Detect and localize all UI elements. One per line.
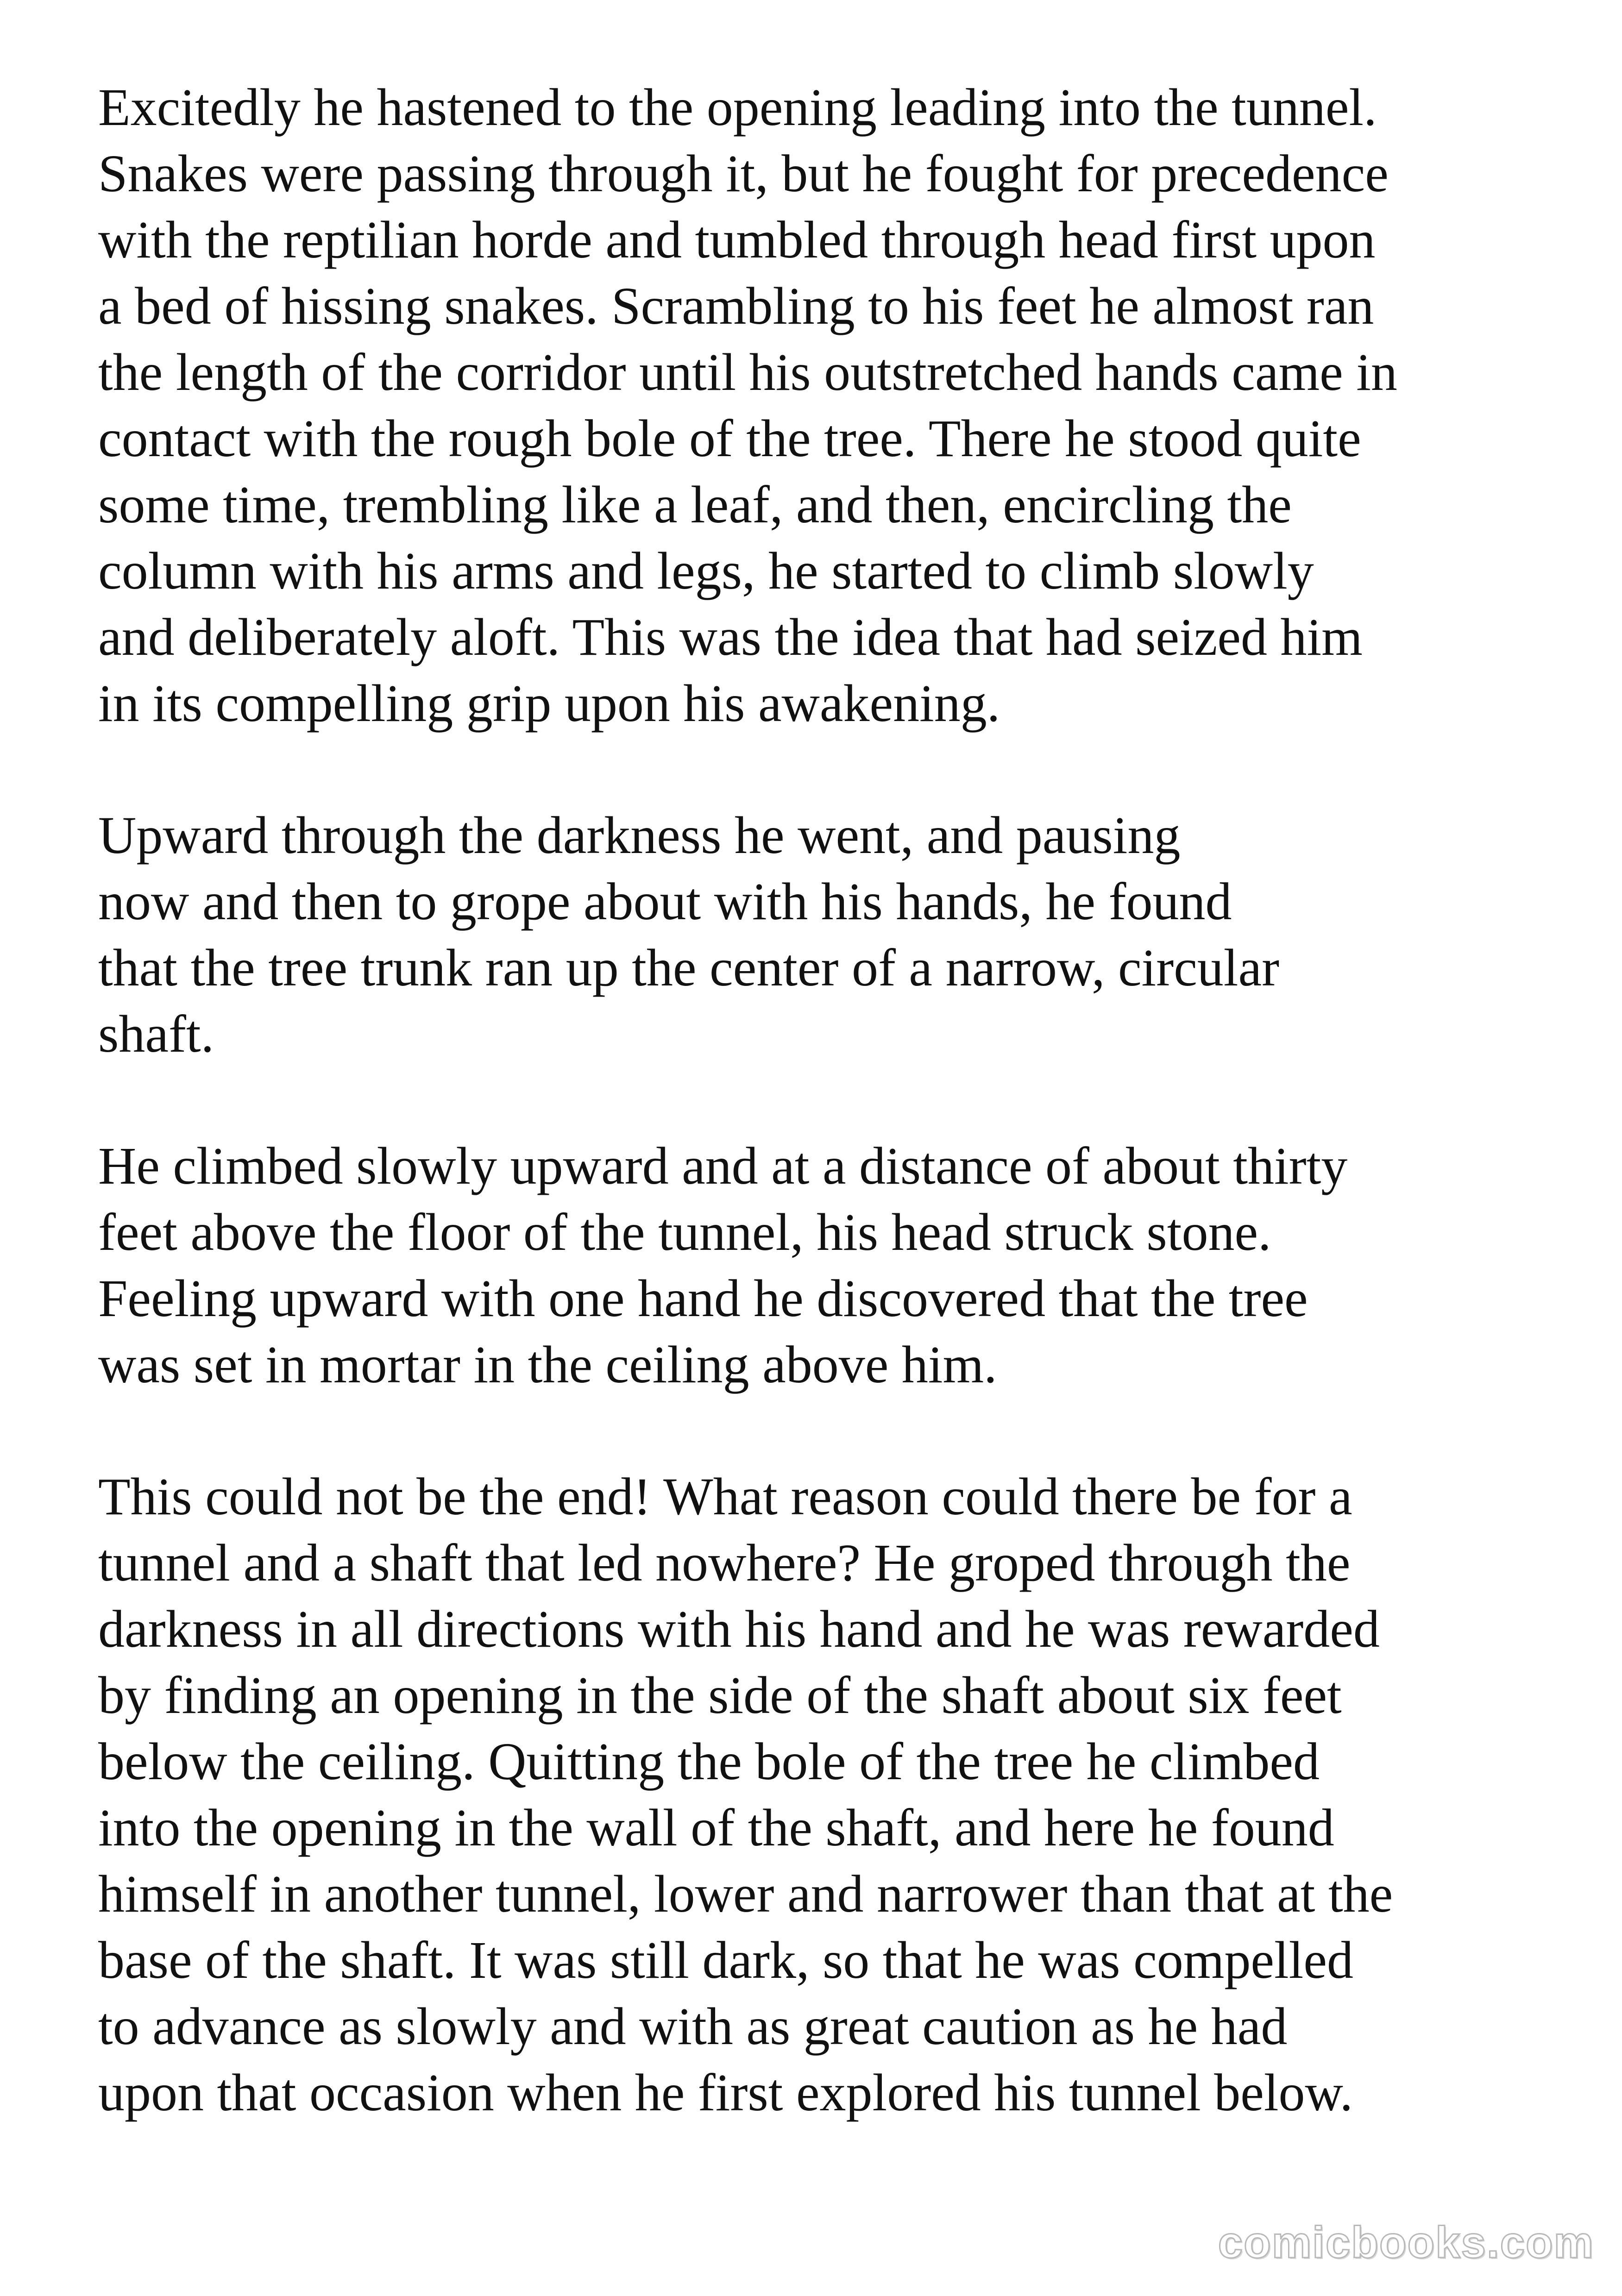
text-line: feet above the floor of the tunnel, his head struck stone. bbox=[98, 1203, 1271, 1261]
text-line: some time, trembling like a leaf, and then, encircling the bbox=[98, 475, 1292, 534]
paragraph-4 bbox=[98, 1463, 1562, 2126]
text-line: that the tree trunk ran up the center of a narrow, circular bbox=[98, 938, 1280, 997]
text-line: tunnel and a shaft that led nowhere? He groped through the bbox=[98, 1533, 1351, 1592]
text-line: shaft. bbox=[98, 1004, 214, 1063]
text-line: with the reptilian horde and tumbled through head first upon bbox=[98, 210, 1376, 269]
text-body bbox=[98, 74, 1562, 2191]
paragraph-1 bbox=[98, 74, 1562, 736]
text-line: He climbed slowly upward and at a distance of about thirty bbox=[98, 1136, 1348, 1195]
text-line: base of the shaft. It was still dark, so that he was compelled bbox=[98, 1931, 1353, 1989]
text-line: to advance as slowly and with as great caution as he had bbox=[98, 1997, 1288, 2056]
text-line: column with his arms and legs, he started to climb slowly bbox=[98, 541, 1314, 600]
text-line: himself in another tunnel, lower and narrower than that at the bbox=[98, 1864, 1393, 1923]
text-line: and deliberately aloft. This was the idea that had seized him bbox=[98, 608, 1363, 666]
text-line: Snakes were passing through it, but he fought for precedence bbox=[98, 144, 1389, 203]
text-line: Feeling upward with one hand he discovered that the tree bbox=[98, 1269, 1308, 1328]
text-line: the length of the corridor until his outstretched hands came in bbox=[98, 343, 1397, 401]
paragraph-2 bbox=[98, 802, 1562, 1067]
text-line: darkness in all directions with his hand and he was rewarded bbox=[98, 1600, 1380, 1658]
text-line: upon that occasion when he first explored his tunnel below. bbox=[98, 2063, 1353, 2122]
text-line: This could not be the end! What reason could there be for a bbox=[98, 1467, 1352, 1526]
text-line: contact with the rough bole of the tree. There he stood quite bbox=[98, 409, 1361, 468]
text-line: by finding an opening in the side of the shaft about six feet bbox=[98, 1666, 1342, 1725]
watermark-logo: comicbooks.com bbox=[1218, 2218, 1594, 2267]
text-line: into the opening in the wall of the shaft, and here he found bbox=[98, 1798, 1334, 1857]
text-line: in its compelling grip upon his awakening. bbox=[98, 674, 1000, 733]
text-line: Excitedly he hastened to the opening leading into the tunnel. bbox=[98, 78, 1377, 137]
text-line: a bed of hissing snakes. Scrambling to his feet he almost ran bbox=[98, 276, 1374, 335]
text-line: was set in mortar in the ceiling above him. bbox=[98, 1335, 997, 1394]
text-line: now and then to grope about with his hands, he found bbox=[98, 872, 1232, 931]
text-line: Upward through the darkness he went, and pausing bbox=[98, 806, 1181, 865]
text-line: below the ceiling. Quitting the bole of the tree he climbed bbox=[98, 1732, 1320, 1791]
paragraph-3 bbox=[98, 1133, 1562, 1398]
